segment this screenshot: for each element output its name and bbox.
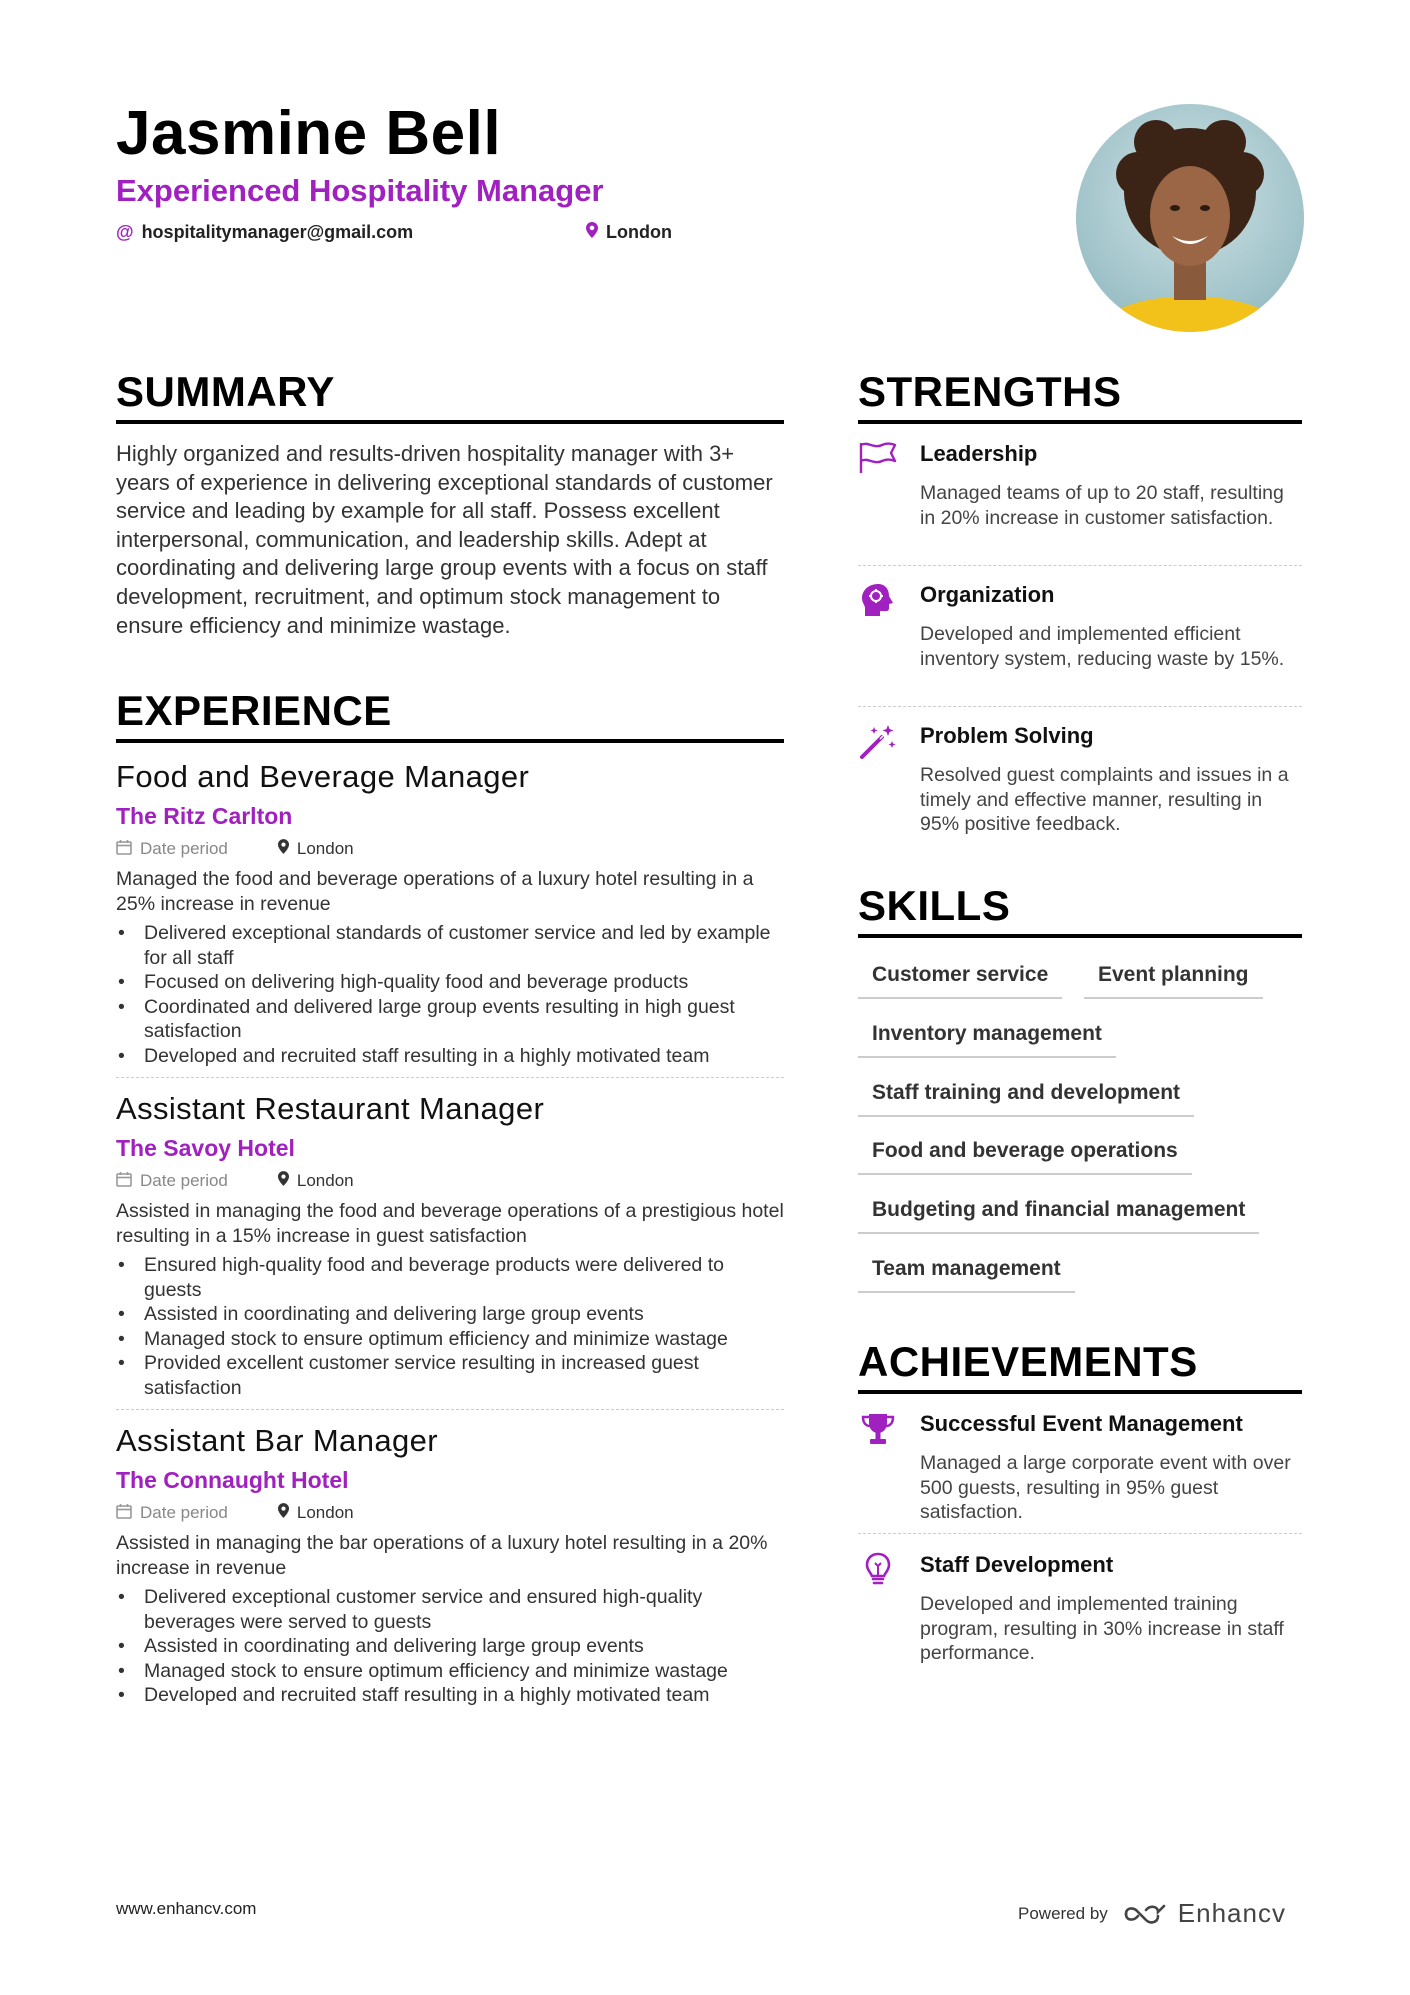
job-bullets	[116, 1253, 784, 1400]
brand-name: Enhancv	[1177, 1898, 1286, 1928]
job-bullet: • Developed and recruited staff resulting in a highly motivated team	[116, 1044, 784, 1069]
skill-tag: Staff training and development	[858, 1075, 1194, 1117]
achievement-title: Successful Event Management	[920, 1411, 1243, 1436]
summary-text: Highly organized and results-driven hospitality manager with 3+ years of experience in delivering exceptional standards of customer service and leading by example for all staff. Possess excellent interpersonal, communication, and leadership skills. Adept at coordinating and delivering large group events with a focus on staff development, recruitment, and optimum stock management to ensure efficiency and minimize wastage.	[116, 441, 773, 638]
job-bullets	[116, 1585, 784, 1708]
experience-rule	[116, 739, 784, 743]
job-location: London	[296, 1171, 354, 1190]
strength-description: Developed and implemented efficient inventory system, reducing waste by 15%.	[920, 623, 1285, 670]
job-description: Assisted in managing the food and beverage operations of a prestigious hotel resulting in a 15% increase in guest satisfaction	[116, 1200, 784, 1247]
location-text: London	[606, 222, 672, 242]
job-description: Assisted in managing the bar operations of a luxury hotel resulting in a 20% increase in revenue	[116, 1532, 768, 1579]
job-location: London	[296, 839, 354, 858]
job-bullet: • Ensured high-quality food and beverage products were delivered to guests	[116, 1253, 784, 1302]
strengths-rule	[858, 420, 1302, 424]
strength-divider	[858, 706, 1302, 707]
strength-title: Leadership	[920, 441, 1038, 466]
skill-tag: Customer service	[858, 957, 1062, 999]
job-company: The Connaught Hotel	[116, 1467, 349, 1493]
candidate-title: Experienced Hospitality Manager	[116, 173, 604, 208]
job-description: Managed the food and beverage operations of a luxury hotel resulting in a 25% increase in revenue	[116, 868, 754, 915]
strength-description: Resolved guest complaints and issues in a timely and effective manner, resulting in 95% positive feedback.	[920, 764, 1289, 835]
achievement-description: Developed and implemented training program, resulting in 30% increase in staff performance.	[920, 1593, 1284, 1664]
job-bullet: • Delivered exceptional customer service and ensured high-quality beverages were served to guests	[116, 1585, 784, 1634]
job-bullet: • Coordinated and delivered large group events resulting in high guest satisfaction	[116, 995, 784, 1044]
job-bullet: • Developed and recruited staff resulting in a highly motivated team	[116, 1683, 784, 1708]
job-bullet: • Focused on delivering high-quality food and beverage products	[116, 970, 784, 995]
job-date: Date period	[140, 1171, 228, 1190]
job-entry	[116, 757, 784, 1068]
strength-title: Problem Solving	[920, 723, 1094, 748]
powered-by-label: Powered by	[1018, 1903, 1108, 1923]
achievement-divider	[858, 1533, 1302, 1534]
job-entry	[116, 1421, 784, 1708]
strength-title: Organization	[920, 582, 1055, 607]
achievement-description: Managed a large corporate event with over 500 guests, resulting in 95% guest satisfaction.	[920, 1452, 1291, 1523]
job-divider	[116, 1409, 784, 1410]
enhancv-brand[interactable]	[1122, 1898, 1286, 1929]
summary-rule	[116, 420, 784, 424]
head-icon	[858, 582, 898, 618]
job-bullet: • Assisted in coordinating and delivering large group events	[116, 1302, 784, 1327]
contact-email[interactable]	[116, 222, 413, 243]
job-company: The Savoy Hotel	[116, 1135, 295, 1161]
map-pin-icon	[586, 222, 598, 243]
achievements-heading: ACHIEVEMENTS	[858, 1338, 1198, 1385]
calendar-icon	[116, 1171, 132, 1192]
job-entry	[116, 1089, 784, 1400]
skills-rule	[858, 934, 1302, 938]
footer-powered-by	[1018, 1898, 1286, 1929]
trophy-icon	[858, 1411, 898, 1447]
strengths-heading: STRENGTHS	[858, 368, 1122, 415]
summary-heading: SUMMARY	[116, 368, 335, 415]
job-meta	[116, 1169, 784, 1193]
calendar-icon	[116, 839, 132, 860]
job-date: Date period	[140, 839, 228, 858]
flag-icon	[858, 441, 898, 477]
email-text: hospitalitymanager@gmail.com	[141, 222, 414, 242]
job-bullet: • Provided excellent customer service resulting in increased guest satisfaction	[116, 1351, 784, 1400]
lightbulb-icon	[858, 1552, 898, 1588]
achievement-title: Staff Development	[920, 1552, 1114, 1577]
skill-tag: Event planning	[1084, 957, 1263, 999]
skill-tag: Food and beverage operations	[858, 1133, 1192, 1175]
candidate-name: Jasmine Bell	[116, 99, 502, 168]
job-bullets	[116, 921, 784, 1068]
profile-photo	[1076, 104, 1304, 332]
job-date: Date period	[140, 1503, 228, 1522]
job-title: Assistant Restaurant Manager	[116, 1091, 545, 1126]
at-icon: @	[116, 222, 134, 242]
job-meta	[116, 1501, 784, 1525]
achievements-rule	[858, 1390, 1302, 1394]
enhancv-logo-icon	[1122, 1902, 1168, 1926]
job-meta	[116, 837, 784, 861]
job-company: The Ritz Carlton	[116, 803, 293, 829]
calendar-icon	[116, 1503, 132, 1524]
footer-website[interactable]: www.enhancv.com	[116, 1899, 257, 1918]
skill-tag: Budgeting and financial management	[858, 1192, 1259, 1234]
job-location: London	[296, 1503, 354, 1522]
job-bullet: • Managed stock to ensure optimum efficiency and minimize wastage	[116, 1327, 784, 1352]
job-title: Food and Beverage Manager	[116, 759, 530, 794]
experience-heading: EXPERIENCE	[116, 687, 392, 734]
strength-divider	[858, 565, 1302, 566]
strength-description: Managed teams of up to 20 staff, resulting in 20% increase in customer satisfaction.	[920, 482, 1284, 529]
map-pin-icon	[278, 1171, 289, 1191]
job-title: Assistant Bar Manager	[116, 1423, 438, 1458]
skill-tag: Inventory management	[858, 1016, 1116, 1058]
job-bullet: • Delivered exceptional standards of customer service and led by example for all staff	[116, 921, 784, 970]
job-divider	[116, 1077, 784, 1078]
skills-heading: SKILLS	[858, 882, 1011, 929]
job-bullet: • Assisted in coordinating and delivering large group events	[116, 1634, 784, 1659]
skill-tag: Team management	[858, 1251, 1075, 1293]
map-pin-icon	[278, 1503, 289, 1523]
map-pin-icon	[278, 839, 289, 859]
magic-wand-icon	[858, 723, 898, 759]
job-bullet: • Managed stock to ensure optimum efficiency and minimize wastage	[116, 1659, 784, 1684]
contact-location	[586, 222, 672, 243]
